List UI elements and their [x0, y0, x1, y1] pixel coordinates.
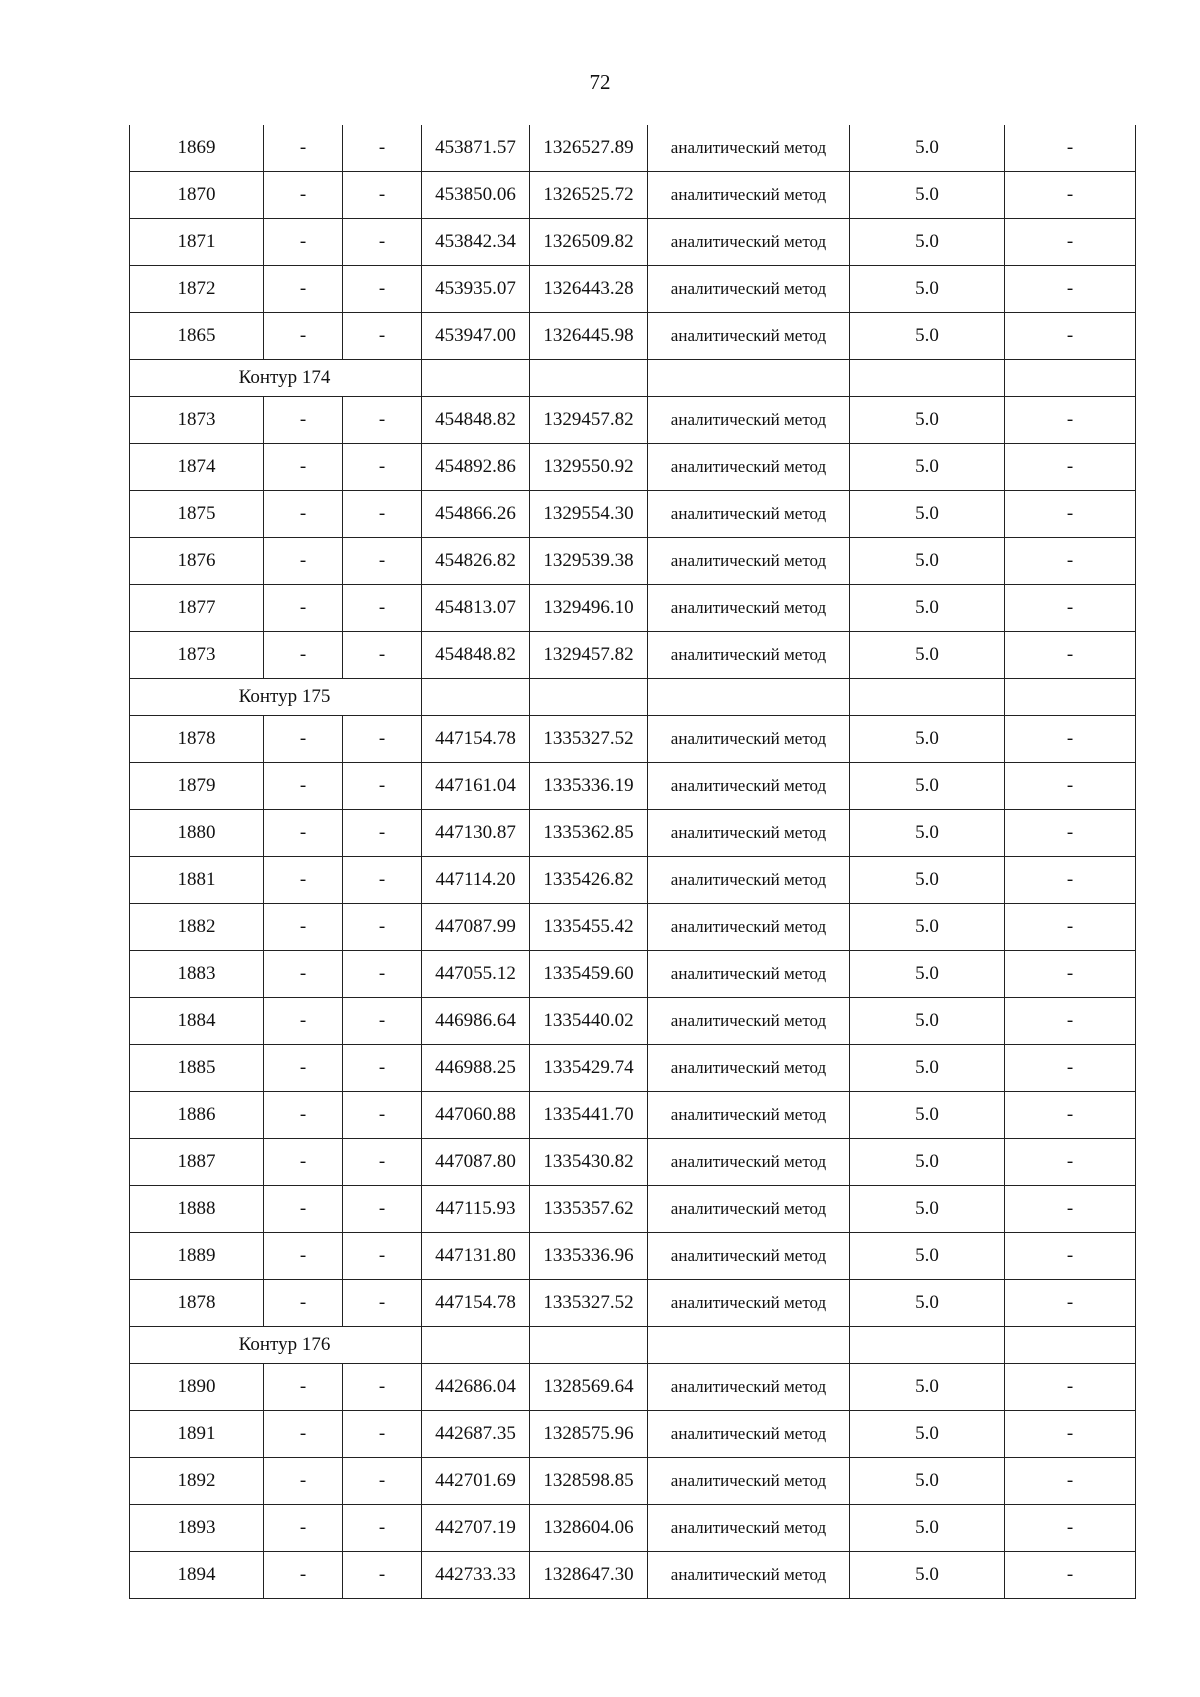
accuracy-cell: 5.0	[850, 951, 1005, 998]
dash-cell: -	[343, 1045, 422, 1092]
x-coordinate-cell: 453850.06	[422, 172, 530, 219]
y-coordinate-cell: 1326525.72	[530, 172, 648, 219]
x-coordinate-cell: 442733.33	[422, 1552, 530, 1599]
y-coordinate-cell: 1335429.74	[530, 1045, 648, 1092]
empty-cell	[648, 1327, 850, 1364]
y-coordinate-cell: 1335430.82	[530, 1139, 648, 1186]
empty-cell	[850, 1327, 1005, 1364]
dash-cell: -	[343, 857, 422, 904]
y-coordinate-cell: 1335459.60	[530, 951, 648, 998]
table-row	[130, 1233, 1136, 1280]
method-cell: аналитический метод	[648, 1364, 850, 1411]
table-row	[130, 125, 1136, 172]
dash-cell: -	[264, 951, 343, 998]
dash-cell: -	[1005, 1045, 1136, 1092]
method-cell: аналитический метод	[648, 904, 850, 951]
accuracy-cell: 5.0	[850, 125, 1005, 172]
table-row	[130, 397, 1136, 444]
table-row	[130, 1458, 1136, 1505]
accuracy-cell: 5.0	[850, 266, 1005, 313]
empty-cell	[422, 679, 530, 716]
empty-cell	[1005, 679, 1136, 716]
point-number-cell: 1871	[130, 219, 264, 266]
point-number-cell: 1877	[130, 585, 264, 632]
accuracy-cell: 5.0	[850, 632, 1005, 679]
y-coordinate-cell: 1335441.70	[530, 1092, 648, 1139]
dash-cell: -	[343, 538, 422, 585]
method-cell: аналитический метод	[648, 1552, 850, 1599]
dash-cell: -	[1005, 1505, 1136, 1552]
method-cell: аналитический метод	[648, 397, 850, 444]
y-coordinate-cell: 1326443.28	[530, 266, 648, 313]
accuracy-cell: 5.0	[850, 1552, 1005, 1599]
accuracy-cell: 5.0	[850, 491, 1005, 538]
dash-cell: -	[264, 632, 343, 679]
method-cell: аналитический метод	[648, 538, 850, 585]
accuracy-cell: 5.0	[850, 1233, 1005, 1280]
dash-cell: -	[264, 491, 343, 538]
dash-cell: -	[264, 172, 343, 219]
empty-cell	[1005, 1327, 1136, 1364]
table-row	[130, 763, 1136, 810]
dash-cell: -	[343, 1092, 422, 1139]
dash-cell: -	[264, 1280, 343, 1327]
method-cell: аналитический метод	[648, 1458, 850, 1505]
dash-cell: -	[1005, 904, 1136, 951]
dash-cell: -	[343, 585, 422, 632]
dash-cell: -	[264, 857, 343, 904]
x-coordinate-cell: 442701.69	[422, 1458, 530, 1505]
dash-cell: -	[1005, 125, 1136, 172]
method-cell: аналитический метод	[648, 1280, 850, 1327]
table-row	[130, 1411, 1136, 1458]
y-coordinate-cell: 1329457.82	[530, 397, 648, 444]
table-row	[130, 951, 1136, 998]
table-row	[130, 266, 1136, 313]
dash-cell: -	[264, 585, 343, 632]
accuracy-cell: 5.0	[850, 1411, 1005, 1458]
dash-cell: -	[1005, 313, 1136, 360]
table-row	[130, 1280, 1136, 1327]
dash-cell: -	[264, 998, 343, 1045]
x-coordinate-cell: 447055.12	[422, 951, 530, 998]
y-coordinate-cell: 1335336.96	[530, 1233, 648, 1280]
dash-cell: -	[343, 1411, 422, 1458]
dash-cell: -	[343, 1139, 422, 1186]
dash-cell: -	[343, 1233, 422, 1280]
dash-cell: -	[1005, 857, 1136, 904]
method-cell: аналитический метод	[648, 266, 850, 313]
accuracy-cell: 5.0	[850, 1280, 1005, 1327]
dash-cell: -	[264, 1092, 343, 1139]
accuracy-cell: 5.0	[850, 1092, 1005, 1139]
y-coordinate-cell: 1329496.10	[530, 585, 648, 632]
accuracy-cell: 5.0	[850, 172, 1005, 219]
method-cell: аналитический метод	[648, 125, 850, 172]
method-cell: аналитический метод	[648, 1411, 850, 1458]
dash-cell: -	[1005, 1280, 1136, 1327]
dash-cell: -	[264, 397, 343, 444]
empty-cell	[648, 360, 850, 397]
x-coordinate-cell: 447087.80	[422, 1139, 530, 1186]
point-number-cell: 1880	[130, 810, 264, 857]
dash-cell: -	[1005, 810, 1136, 857]
x-coordinate-cell: 454826.82	[422, 538, 530, 585]
dash-cell: -	[343, 125, 422, 172]
point-number-cell: 1894	[130, 1552, 264, 1599]
dash-cell: -	[1005, 1233, 1136, 1280]
y-coordinate-cell: 1326527.89	[530, 125, 648, 172]
x-coordinate-cell: 447161.04	[422, 763, 530, 810]
method-cell: аналитический метод	[648, 951, 850, 998]
table-row	[130, 1364, 1136, 1411]
table-row	[130, 219, 1136, 266]
dash-cell: -	[343, 491, 422, 538]
dash-cell: -	[343, 397, 422, 444]
method-cell: аналитический метод	[648, 1139, 850, 1186]
accuracy-cell: 5.0	[850, 397, 1005, 444]
y-coordinate-cell: 1335455.42	[530, 904, 648, 951]
method-cell: аналитический метод	[648, 1186, 850, 1233]
dash-cell: -	[1005, 1186, 1136, 1233]
contour-label: Контур 176	[130, 1327, 422, 1364]
dash-cell: -	[1005, 1458, 1136, 1505]
method-cell: аналитический метод	[648, 810, 850, 857]
table-row	[130, 585, 1136, 632]
point-number-cell: 1869	[130, 125, 264, 172]
point-number-cell: 1875	[130, 491, 264, 538]
dash-cell: -	[264, 1186, 343, 1233]
dash-cell: -	[1005, 397, 1136, 444]
dash-cell: -	[264, 313, 343, 360]
point-number-cell: 1886	[130, 1092, 264, 1139]
contour-header-row	[130, 1327, 1136, 1364]
accuracy-cell: 5.0	[850, 1045, 1005, 1092]
dash-cell: -	[264, 538, 343, 585]
y-coordinate-cell: 1326509.82	[530, 219, 648, 266]
accuracy-cell: 5.0	[850, 810, 1005, 857]
dash-cell: -	[264, 716, 343, 763]
point-number-cell: 1873	[130, 632, 264, 679]
accuracy-cell: 5.0	[850, 313, 1005, 360]
y-coordinate-cell: 1328575.96	[530, 1411, 648, 1458]
accuracy-cell: 5.0	[850, 763, 1005, 810]
dash-cell: -	[343, 1505, 422, 1552]
method-cell: аналитический метод	[648, 172, 850, 219]
x-coordinate-cell: 453947.00	[422, 313, 530, 360]
x-coordinate-cell: 447131.80	[422, 1233, 530, 1280]
point-number-cell: 1893	[130, 1505, 264, 1552]
dash-cell: -	[343, 810, 422, 857]
table-row	[130, 538, 1136, 585]
y-coordinate-cell: 1335357.62	[530, 1186, 648, 1233]
dash-cell: -	[1005, 444, 1136, 491]
dash-cell: -	[264, 444, 343, 491]
point-number-cell: 1873	[130, 397, 264, 444]
point-number-cell: 1878	[130, 1280, 264, 1327]
x-coordinate-cell: 453842.34	[422, 219, 530, 266]
method-cell: аналитический метод	[648, 1045, 850, 1092]
y-coordinate-cell: 1335327.52	[530, 1280, 648, 1327]
dash-cell: -	[264, 1505, 343, 1552]
y-coordinate-cell: 1328598.85	[530, 1458, 648, 1505]
method-cell: аналитический метод	[648, 998, 850, 1045]
accuracy-cell: 5.0	[850, 857, 1005, 904]
dash-cell: -	[343, 444, 422, 491]
y-coordinate-cell: 1335426.82	[530, 857, 648, 904]
accuracy-cell: 5.0	[850, 904, 1005, 951]
point-number-cell: 1885	[130, 1045, 264, 1092]
method-cell: аналитический метод	[648, 1233, 850, 1280]
point-number-cell: 1882	[130, 904, 264, 951]
dash-cell: -	[1005, 632, 1136, 679]
y-coordinate-cell: 1328647.30	[530, 1552, 648, 1599]
point-number-cell: 1881	[130, 857, 264, 904]
method-cell: аналитический метод	[648, 585, 850, 632]
empty-cell	[530, 1327, 648, 1364]
x-coordinate-cell: 453871.57	[422, 125, 530, 172]
point-number-cell: 1883	[130, 951, 264, 998]
method-cell: аналитический метод	[648, 857, 850, 904]
x-coordinate-cell: 446986.64	[422, 998, 530, 1045]
y-coordinate-cell: 1335327.52	[530, 716, 648, 763]
dash-cell: -	[343, 998, 422, 1045]
dash-cell: -	[343, 1458, 422, 1505]
dash-cell: -	[264, 266, 343, 313]
dash-cell: -	[264, 1233, 343, 1280]
dash-cell: -	[264, 219, 343, 266]
method-cell: аналитический метод	[648, 1505, 850, 1552]
table-row	[130, 1505, 1136, 1552]
point-number-cell: 1889	[130, 1233, 264, 1280]
dash-cell: -	[343, 1186, 422, 1233]
x-coordinate-cell: 454813.07	[422, 585, 530, 632]
dash-cell: -	[343, 1552, 422, 1599]
table-row	[130, 1139, 1136, 1186]
accuracy-cell: 5.0	[850, 219, 1005, 266]
dash-cell: -	[1005, 1139, 1136, 1186]
accuracy-cell: 5.0	[850, 1186, 1005, 1233]
dash-cell: -	[1005, 266, 1136, 313]
y-coordinate-cell: 1329457.82	[530, 632, 648, 679]
method-cell: аналитический метод	[648, 444, 850, 491]
dash-cell: -	[343, 1280, 422, 1327]
dash-cell: -	[1005, 1364, 1136, 1411]
empty-cell	[850, 679, 1005, 716]
table-row	[130, 172, 1136, 219]
table-row	[130, 904, 1136, 951]
contour-header-row	[130, 360, 1136, 397]
method-cell: аналитический метод	[648, 219, 850, 266]
table-row	[130, 1186, 1136, 1233]
y-coordinate-cell: 1335440.02	[530, 998, 648, 1045]
table-row	[130, 857, 1136, 904]
y-coordinate-cell: 1329554.30	[530, 491, 648, 538]
dash-cell: -	[1005, 763, 1136, 810]
empty-cell	[850, 360, 1005, 397]
point-number-cell: 1890	[130, 1364, 264, 1411]
x-coordinate-cell: 442686.04	[422, 1364, 530, 1411]
point-number-cell: 1892	[130, 1458, 264, 1505]
table-row	[130, 1045, 1136, 1092]
dash-cell: -	[1005, 172, 1136, 219]
dash-cell: -	[343, 266, 422, 313]
table-row	[130, 810, 1136, 857]
x-coordinate-cell: 447087.99	[422, 904, 530, 951]
method-cell: аналитический метод	[648, 1092, 850, 1139]
x-coordinate-cell: 454866.26	[422, 491, 530, 538]
x-coordinate-cell: 442687.35	[422, 1411, 530, 1458]
table-row	[130, 1552, 1136, 1599]
x-coordinate-cell: 446988.25	[422, 1045, 530, 1092]
table-row	[130, 998, 1136, 1045]
dash-cell: -	[343, 1364, 422, 1411]
point-number-cell: 1888	[130, 1186, 264, 1233]
table-row	[130, 716, 1136, 763]
dash-cell: -	[343, 219, 422, 266]
dash-cell: -	[343, 904, 422, 951]
accuracy-cell: 5.0	[850, 444, 1005, 491]
table-row	[130, 1092, 1136, 1139]
accuracy-cell: 5.0	[850, 998, 1005, 1045]
x-coordinate-cell: 442707.19	[422, 1505, 530, 1552]
x-coordinate-cell: 454848.82	[422, 632, 530, 679]
x-coordinate-cell: 454892.86	[422, 444, 530, 491]
dash-cell: -	[264, 1139, 343, 1186]
method-cell: аналитический метод	[648, 763, 850, 810]
table-row	[130, 444, 1136, 491]
x-coordinate-cell: 447130.87	[422, 810, 530, 857]
y-coordinate-cell: 1335336.19	[530, 763, 648, 810]
dash-cell: -	[264, 125, 343, 172]
table-row	[130, 491, 1136, 538]
dash-cell: -	[264, 1411, 343, 1458]
y-coordinate-cell: 1326445.98	[530, 313, 648, 360]
accuracy-cell: 5.0	[850, 538, 1005, 585]
dash-cell: -	[343, 313, 422, 360]
accuracy-cell: 5.0	[850, 1139, 1005, 1186]
x-coordinate-cell: 447154.78	[422, 716, 530, 763]
point-number-cell: 1874	[130, 444, 264, 491]
dash-cell: -	[343, 716, 422, 763]
table-body	[130, 125, 1136, 1599]
point-number-cell: 1879	[130, 763, 264, 810]
x-coordinate-cell: 447060.88	[422, 1092, 530, 1139]
y-coordinate-cell: 1329539.38	[530, 538, 648, 585]
method-cell: аналитический метод	[648, 313, 850, 360]
dash-cell: -	[264, 1458, 343, 1505]
point-number-cell: 1872	[130, 266, 264, 313]
dash-cell: -	[1005, 1411, 1136, 1458]
dash-cell: -	[1005, 538, 1136, 585]
accuracy-cell: 5.0	[850, 1505, 1005, 1552]
dash-cell: -	[1005, 1092, 1136, 1139]
dash-cell: -	[264, 763, 343, 810]
x-coordinate-cell: 447154.78	[422, 1280, 530, 1327]
dash-cell: -	[264, 1552, 343, 1599]
contour-header-row	[130, 679, 1136, 716]
dash-cell: -	[1005, 219, 1136, 266]
point-number-cell: 1870	[130, 172, 264, 219]
dash-cell: -	[1005, 491, 1136, 538]
contour-label: Контур 175	[130, 679, 422, 716]
dash-cell: -	[343, 951, 422, 998]
x-coordinate-cell: 453935.07	[422, 266, 530, 313]
point-number-cell: 1876	[130, 538, 264, 585]
empty-cell	[530, 360, 648, 397]
accuracy-cell: 5.0	[850, 1364, 1005, 1411]
table-row	[130, 632, 1136, 679]
dash-cell: -	[1005, 998, 1136, 1045]
y-coordinate-cell: 1328569.64	[530, 1364, 648, 1411]
empty-cell	[648, 679, 850, 716]
point-number-cell: 1884	[130, 998, 264, 1045]
y-coordinate-cell: 1335362.85	[530, 810, 648, 857]
accuracy-cell: 5.0	[850, 585, 1005, 632]
dash-cell: -	[264, 904, 343, 951]
dash-cell: -	[1005, 951, 1136, 998]
dash-cell: -	[343, 632, 422, 679]
point-number-cell: 1891	[130, 1411, 264, 1458]
method-cell: аналитический метод	[648, 491, 850, 538]
dash-cell: -	[264, 810, 343, 857]
point-number-cell: 1865	[130, 313, 264, 360]
empty-cell	[530, 679, 648, 716]
dash-cell: -	[343, 172, 422, 219]
table-row	[130, 313, 1136, 360]
accuracy-cell: 5.0	[850, 716, 1005, 763]
dash-cell: -	[1005, 716, 1136, 763]
x-coordinate-cell: 454848.82	[422, 397, 530, 444]
dash-cell: -	[1005, 585, 1136, 632]
empty-cell	[1005, 360, 1136, 397]
empty-cell	[422, 360, 530, 397]
x-coordinate-cell: 447115.93	[422, 1186, 530, 1233]
coordinates-table	[129, 125, 1136, 1599]
empty-cell	[422, 1327, 530, 1364]
point-number-cell: 1878	[130, 716, 264, 763]
accuracy-cell: 5.0	[850, 1458, 1005, 1505]
dash-cell: -	[264, 1364, 343, 1411]
contour-label: Контур 174	[130, 360, 422, 397]
dash-cell: -	[343, 763, 422, 810]
method-cell: аналитический метод	[648, 716, 850, 763]
page-number: 72	[589, 70, 611, 94]
dash-cell: -	[264, 1045, 343, 1092]
y-coordinate-cell: 1329550.92	[530, 444, 648, 491]
point-number-cell: 1887	[130, 1139, 264, 1186]
dash-cell: -	[1005, 1552, 1136, 1599]
method-cell: аналитический метод	[648, 632, 850, 679]
x-coordinate-cell: 447114.20	[422, 857, 530, 904]
y-coordinate-cell: 1328604.06	[530, 1505, 648, 1552]
